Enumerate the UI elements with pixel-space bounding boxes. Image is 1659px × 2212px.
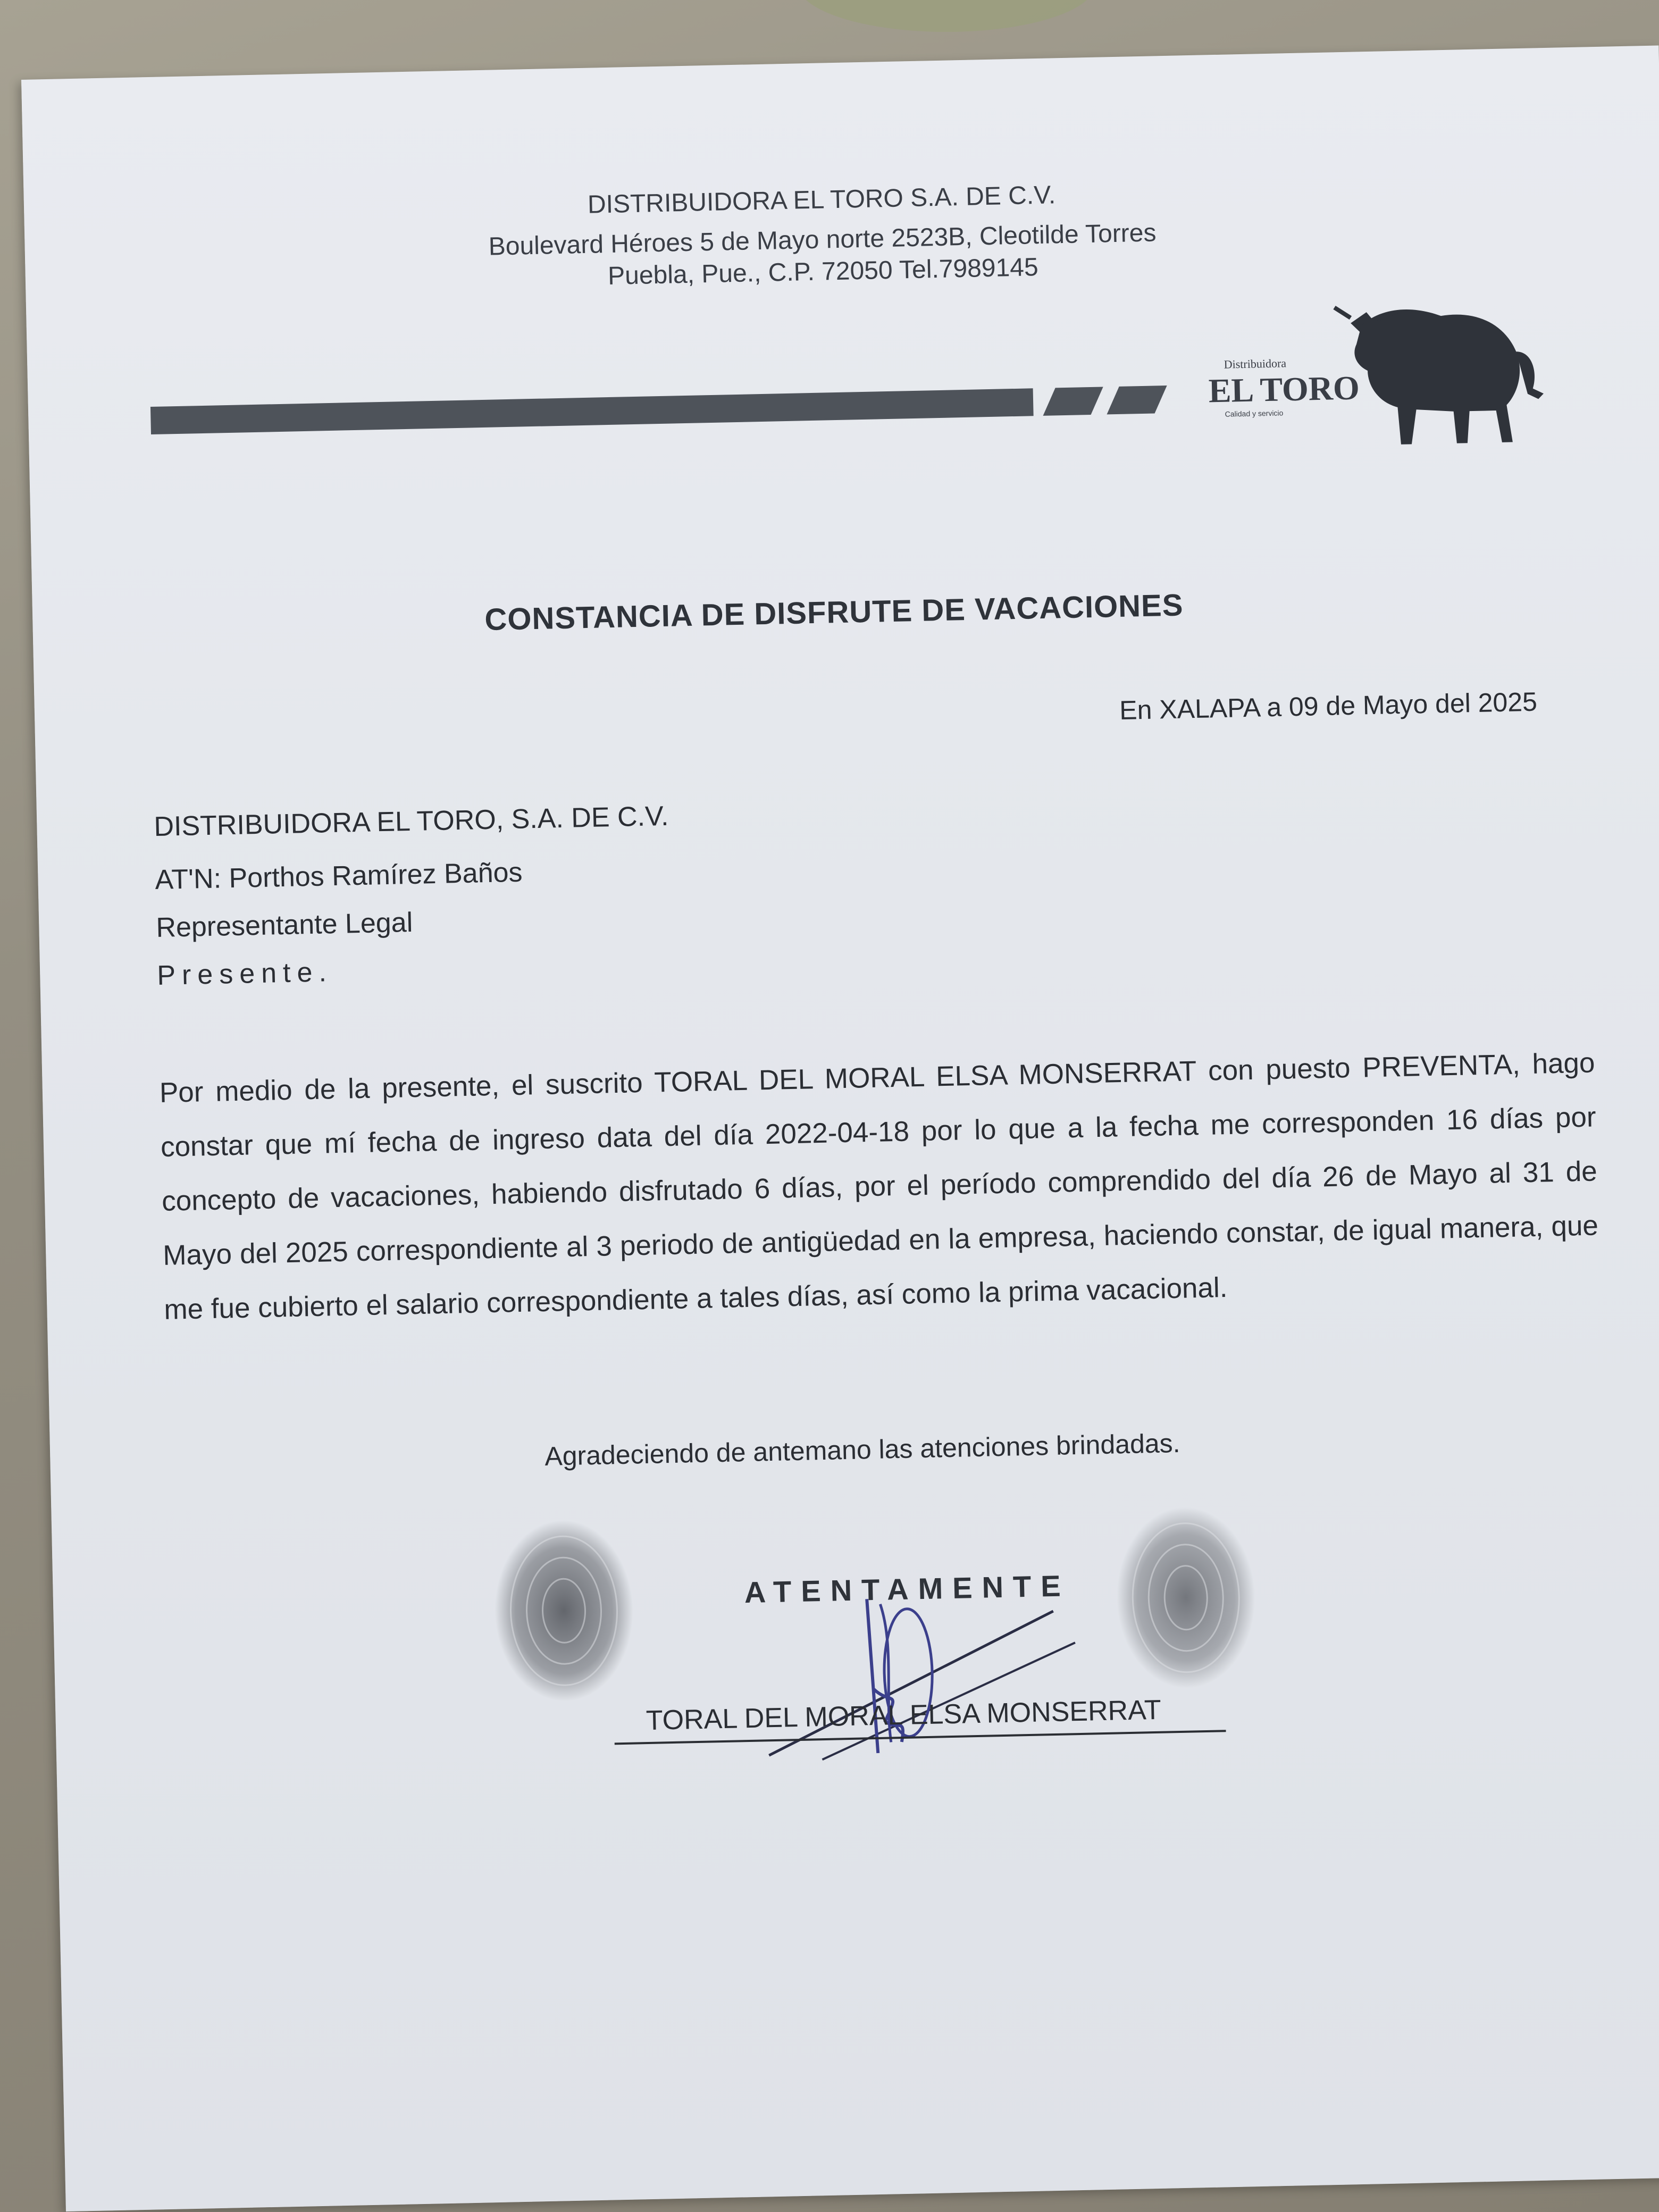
header-band-dash bbox=[1043, 387, 1103, 416]
addressee-company: DISTRIBUIDORA EL TORO, S.A. DE C.V. bbox=[153, 800, 669, 843]
header-band-dash bbox=[1107, 386, 1167, 414]
sign-off: ATENTAMENTE bbox=[744, 1569, 1071, 1610]
fingerprint-right-icon bbox=[1110, 1501, 1262, 1695]
date-line: En XALAPA a 09 de Mayo del 2025 bbox=[1119, 686, 1538, 726]
addressee-presente: Presente. bbox=[156, 957, 333, 992]
signer-name: TORAL DEL MORAL ELSA MONSERRAT bbox=[646, 1694, 1162, 1737]
header-address-line2: Puebla, Pue., C.P. 72050 Tel.7989145 bbox=[607, 253, 1039, 290]
logo-brand: EL TORO bbox=[1208, 368, 1360, 410]
fingerprint-left-icon bbox=[488, 1513, 640, 1708]
document-title: CONSTANCIA DE DISFRUTE DE VACACIONES bbox=[484, 588, 1184, 637]
header-company: DISTRIBUIDORA EL TORO S.A. DE C.V. bbox=[587, 181, 1056, 219]
body-paragraph: Por medio de la presente, el suscrito TORAL DEL MORAL ELSA MONSERRAT con puesto PREVENTA, hago constar que mí fecha de ingreso data del día 2022-04-18 por lo que a la fecha me corresponden 16 días por concepto de vacaciones, habiendo disfrutado 6 días, por el período comprendido del día 26 de Mayo al 31 de Mayo del 2025 correspondiente al 3 periodo de antigüedad en la empresa, haciendo constar, de igual manera, que me fue cubierto el salario correspondiente a tales días, así como la prima vacacional. bbox=[159, 1047, 1599, 1326]
logo-tagline: Calidad y servicio bbox=[1225, 408, 1284, 418]
header-address-line1: Boulevard Héroes 5 de Mayo norte 2523B, Cleotilde Torres bbox=[488, 219, 1157, 261]
logo-small-text: Distribuidora bbox=[1224, 356, 1287, 371]
addressee-role: Representante Legal bbox=[155, 907, 413, 944]
company-logo bbox=[1190, 271, 1555, 470]
header-band bbox=[150, 388, 1034, 434]
addressee-attention: AT'N: Porthos Ramírez Baños bbox=[154, 857, 523, 896]
document-sheet bbox=[21, 45, 1659, 2211]
handwritten-signature bbox=[755, 1579, 1088, 1777]
closing-line: Agradeciendo de antemano las atenciones brindadas. bbox=[544, 1428, 1181, 1471]
